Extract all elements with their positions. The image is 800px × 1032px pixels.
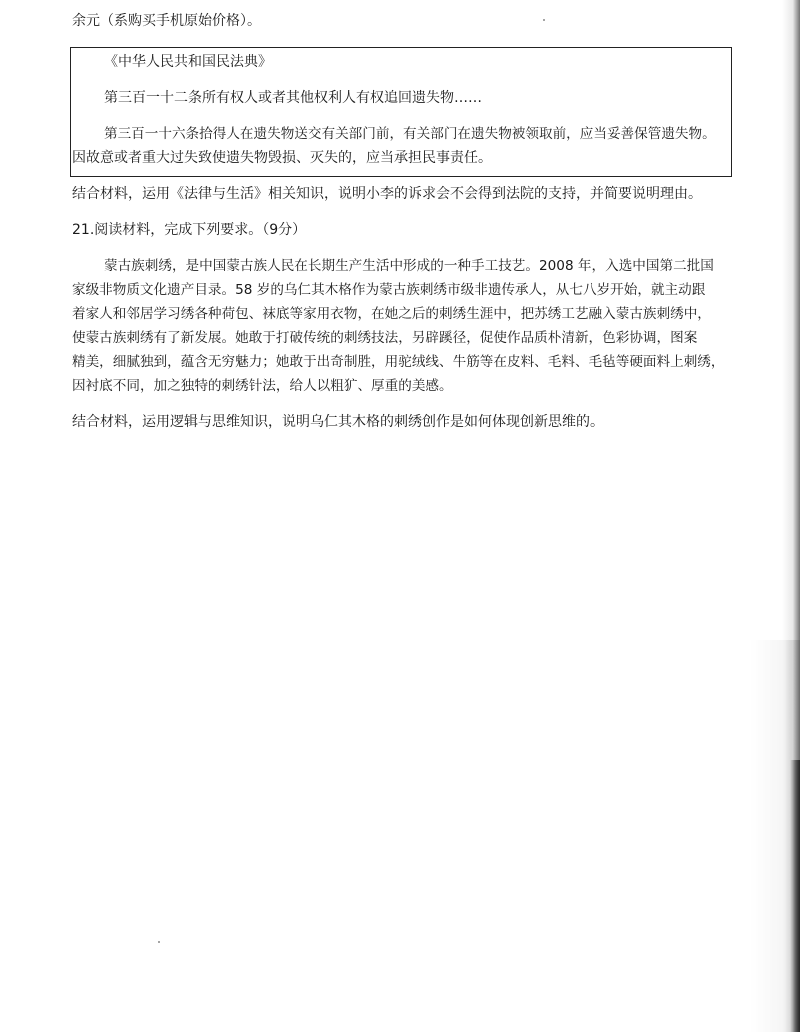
continuation-text: 余元（系购买手机原始价格）。 [72,13,261,29]
question-20-prompt: 结合材料，运用《法律与生活》相关知识，说明小李的诉求会不会得到法院的支持，并简要说明理由。 [72,186,702,202]
material-line-5: 精美，细腻独到，蕴含无穷魅力；她敢于出奇制胜，用驼绒线、牛筋等在皮料、毛料、毛毡等硬面料上刺绣， [72,354,725,370]
quote-title: 《中华人民共和国民法典》 [104,54,272,70]
material-line-3: 着家人和邻居学习绣各种荷包、袜底等家用衣物，在她之后的刺绣生涯中，把苏绣工艺融入蒙古族刺绣中， [72,306,711,322]
question-21-prompt: 结合材料，运用逻辑与思维知识，说明乌仁其木格的刺绣创作是如何体现创新思维的。 [72,414,604,430]
material-line-1: 蒙古族刺绣，是中国蒙古族人民在长期生产生活中形成的一种手工技艺。2008 年，入选中国第二批国 [104,258,714,274]
scan-speck [158,941,160,943]
question-21-heading: 21.阅读材料，完成下列要求。（9分） [72,222,307,238]
quote-article-312: 第三百一十二条所有权人或者其他权利人有权追回遗失物…… [104,90,482,106]
scan-speck [543,19,545,21]
material-line-2: 家级非物质文化遗产目录。58 岁的乌仁其木格作为蒙古族刺绣市级非遗传承人，从七八岁开始，就主动跟 [72,282,706,298]
quote-article-316-line2: 因故意或者重大过失致使遗失物毁损、灭失的，应当承担民事责任。 [72,150,492,166]
right-edge-dark [790,760,800,1032]
material-line-4: 使蒙古族刺绣有了新发展。她敢于打破传统的刺绣技法，另辟蹊径，促使作品质朴清新，色彩协调，图案 [72,330,698,346]
quote-article-316-line1: 第三百一十六条拾得人在遗失物送交有关部门前，有关部门在遗失物被领取前，应当妥善保管遗失物。 [104,126,716,142]
material-line-6: 因衬底不同，加之独特的刺绣针法，给人以粗犷、厚重的美感。 [72,378,453,394]
